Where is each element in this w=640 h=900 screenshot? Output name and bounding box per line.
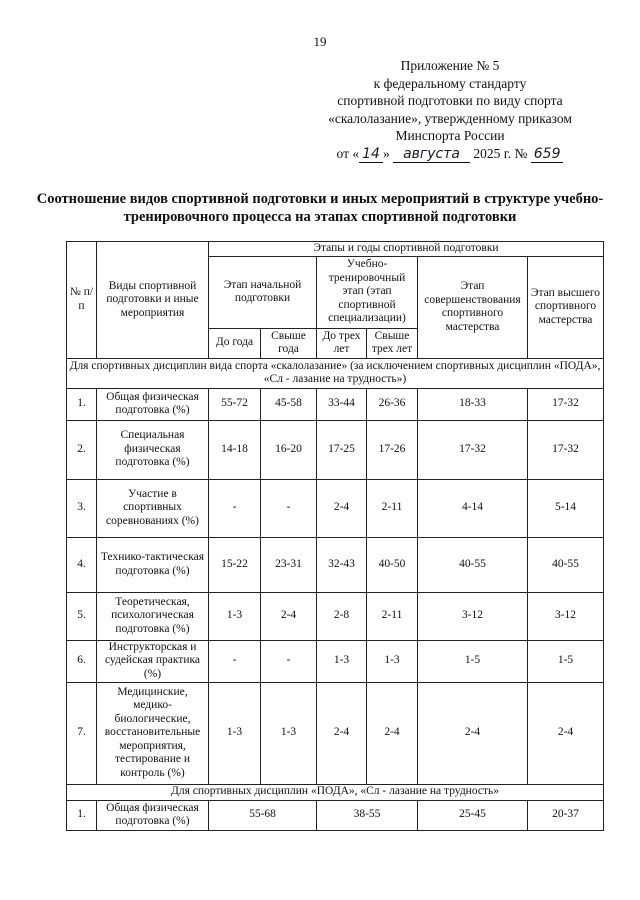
handwritten-month: августа xyxy=(393,146,470,163)
table-cell: 2-4 xyxy=(317,479,367,537)
row-number: 1. xyxy=(67,800,97,830)
year-text: 2025 г. № xyxy=(473,145,528,161)
table-cell: 23-31 xyxy=(261,537,317,592)
table-cell: 38-55 xyxy=(317,800,418,830)
table-cell: 2-11 xyxy=(367,479,418,537)
table-cell: 3-12 xyxy=(528,592,604,640)
table-cell: 2-4 xyxy=(317,682,367,784)
document-title: Соотношение видов спортивной подготовки и иных мероприятий в структуре учебно-тренировочного процесса на этапах спортивной подготовки xyxy=(36,191,604,225)
header-sub: Свыше года xyxy=(261,328,317,358)
row-number: 1. xyxy=(67,388,97,420)
table-cell: 20-37 xyxy=(528,800,604,830)
table-cell: 1-3 xyxy=(317,640,367,682)
table-cell: 4-14 xyxy=(418,479,528,537)
header-num: № п/п xyxy=(67,242,97,359)
row-number: 7. xyxy=(67,682,97,784)
row-number: 4. xyxy=(67,537,97,592)
table-cell: 55-72 xyxy=(209,388,261,420)
table-cell: 5-14 xyxy=(528,479,604,537)
row-number: 2. xyxy=(67,420,97,479)
appendix-header xyxy=(300,57,600,163)
row-label: Общая физическая подготовка (%) xyxy=(97,388,209,420)
header-stages: Этапы и годы спортивной подготовки xyxy=(209,242,604,257)
training-ratio-table xyxy=(66,241,604,831)
table-cell: - xyxy=(261,640,317,682)
section-heading: Для спортивных дисциплин «ПОДА», «Сл - лазание на трудность» xyxy=(67,784,604,800)
table-cell: 16-20 xyxy=(261,420,317,479)
date-prefix: от « xyxy=(336,145,360,161)
row-label: Инструкторская и судейская практика (%) xyxy=(97,640,209,682)
header-higher-stage: Этап высшего спортивного мастерства xyxy=(528,256,604,358)
table-cell: 1-3 xyxy=(209,682,261,784)
date-close: » xyxy=(382,145,390,161)
row-number: 3. xyxy=(67,479,97,537)
table-cell: 1-5 xyxy=(418,640,528,682)
header-training-stage: Учебно-тренировочный этап (этап спортивной специализации) xyxy=(317,256,418,328)
table-cell: 14-18 xyxy=(209,420,261,479)
table-cell: 33-44 xyxy=(317,388,367,420)
table-cell: 1-3 xyxy=(261,682,317,784)
table-cell: 1-5 xyxy=(528,640,604,682)
table-cell: 18-33 xyxy=(418,388,528,420)
header-initial-stage: Этап начальной подготовки xyxy=(209,256,317,328)
appendix-line: к федеральному стандарту xyxy=(373,75,527,91)
table-cell: 1-3 xyxy=(367,640,418,682)
table-cell: 40-55 xyxy=(418,537,528,592)
table-cell: 2-4 xyxy=(418,682,528,784)
header-improvement-stage: Этап совершенствования спортивного мастерства xyxy=(418,256,528,358)
table-cell: 2-8 xyxy=(317,592,367,640)
table-cell: 17-26 xyxy=(367,420,418,479)
order-date-line xyxy=(300,145,600,164)
row-label: Специальная физическая подготовка (%) xyxy=(97,420,209,479)
table-cell: 26-36 xyxy=(367,388,418,420)
table-cell: 17-32 xyxy=(528,388,604,420)
table-cell: 40-55 xyxy=(528,537,604,592)
table-cell: - xyxy=(261,479,317,537)
page-number: 19 xyxy=(313,34,327,49)
table-cell: 2-4 xyxy=(261,592,317,640)
table-cell: 17-32 xyxy=(528,420,604,479)
table-cell: 2-4 xyxy=(367,682,418,784)
table-cell: 17-25 xyxy=(317,420,367,479)
table-cell: 2-4 xyxy=(528,682,604,784)
table-cell: 3-12 xyxy=(418,592,528,640)
table-cell: 45-58 xyxy=(261,388,317,420)
table-cell: 40-50 xyxy=(367,537,418,592)
header-sub: До года xyxy=(209,328,261,358)
appendix-line: Минспорта России xyxy=(395,128,505,143)
table-cell: 55-68 xyxy=(209,800,317,830)
table-cell: 32-43 xyxy=(317,537,367,592)
row-label: Теоретическая, психологическая подготовка (%) xyxy=(97,592,209,640)
header-sub: До трех лет xyxy=(317,328,367,358)
row-label: Технико-тактическая подготовка (%) xyxy=(97,537,209,592)
section-heading: Для спортивных дисциплин вида спорта «скалолазание» (за исключением спортивных дисциплин «ПОДА», «Сл - лазание на трудность») xyxy=(67,358,604,388)
row-label: Участие в спортивных соревнованиях (%) xyxy=(97,479,209,537)
appendix-line: Приложение № 5 xyxy=(400,58,500,73)
appendix-line: «скалолазание», утвержденному приказом xyxy=(328,110,572,126)
handwritten-day: 14 xyxy=(359,146,383,163)
table-cell: - xyxy=(209,640,261,682)
row-label: Общая физическая подготовка (%) xyxy=(97,800,209,830)
handwritten-order-number: 659 xyxy=(531,146,564,163)
table-cell: 2-11 xyxy=(367,592,418,640)
header-kinds: Виды спортивной подготовки и иные мероприятия xyxy=(97,242,209,359)
row-number: 5. xyxy=(67,592,97,640)
row-number: 6. xyxy=(67,640,97,682)
table-cell: 17-32 xyxy=(418,420,528,479)
table-cell: 25-45 xyxy=(418,800,528,830)
table-cell: - xyxy=(209,479,261,537)
appendix-line: спортивной подготовки по виду спорта xyxy=(337,93,563,108)
row-label: Медицинские, медико-биологические, восстановительные мероприятия, тестирование и контроль (%) xyxy=(97,682,209,784)
table-cell: 15-22 xyxy=(209,537,261,592)
table-cell: 1-3 xyxy=(209,592,261,640)
header-sub: Свыше трех лет xyxy=(367,328,418,358)
